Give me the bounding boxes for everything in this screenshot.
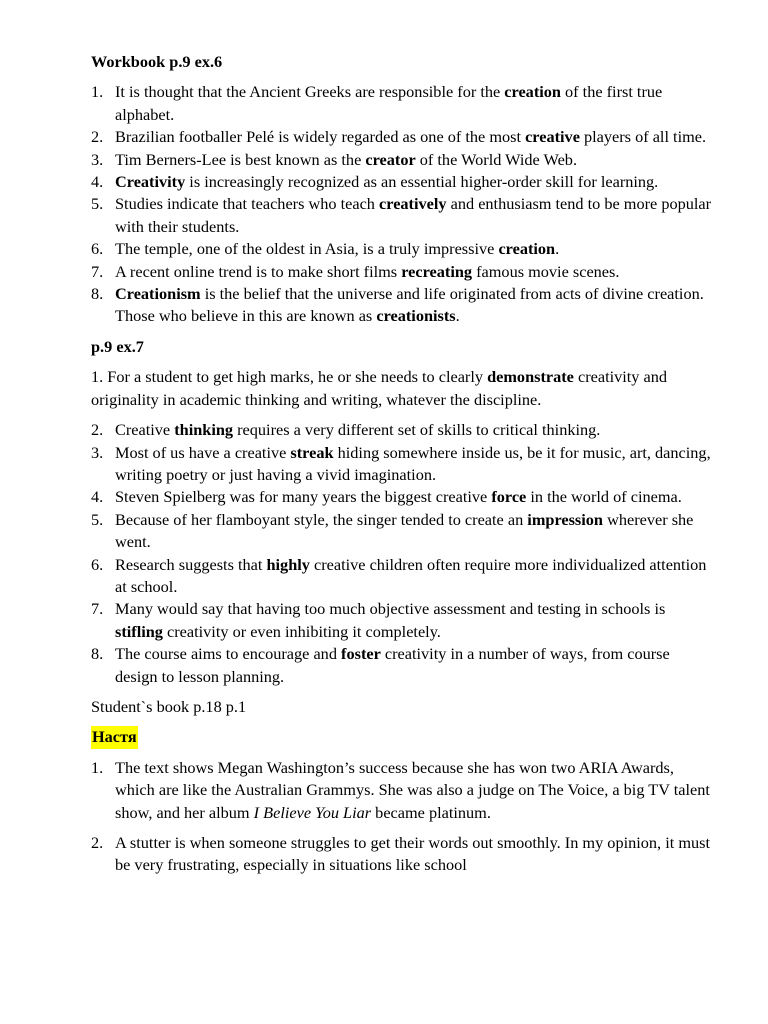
item-text: Tim Berners-Lee is best known as the xyxy=(115,149,366,169)
answer-word: creatively xyxy=(379,194,447,214)
list-item xyxy=(91,193,716,238)
item-number: 3. xyxy=(91,149,104,169)
item-text: players of all time. xyxy=(579,127,707,147)
item-text: Studies indicate that teachers who teach xyxy=(115,194,380,214)
item-text: Most of us have a creative xyxy=(115,442,291,462)
answer-word: creation xyxy=(498,239,556,259)
item-text: Because of her flamboyant style, the singer tended to create an xyxy=(115,509,528,529)
list-item xyxy=(91,261,716,283)
list-item xyxy=(91,442,716,487)
student-name-line xyxy=(91,726,716,748)
answer-word: creative xyxy=(525,127,580,147)
item-text: is the belief that the universe and life originated from acts of divine creation. Those who believe in this are known as xyxy=(115,284,704,326)
list-item xyxy=(91,486,716,508)
answer-word: creation xyxy=(504,82,561,102)
item-text: of the World Wide Web. xyxy=(415,149,578,169)
list-item xyxy=(91,509,716,554)
item-text: . xyxy=(555,239,560,259)
item-text: is increasingly recognized as an essential higher-order skill for learning. xyxy=(185,172,659,192)
answer-word: highly xyxy=(266,554,310,574)
item-text: famous movie scenes. xyxy=(472,261,620,281)
answer-word: creationists xyxy=(376,306,456,326)
item-text: Creative xyxy=(115,420,175,440)
list-item xyxy=(91,149,716,171)
answer-word: stifling xyxy=(115,621,163,641)
answer-word: foster xyxy=(341,644,381,664)
list-item xyxy=(91,238,716,260)
student-name-highlight: Настя xyxy=(91,726,138,748)
item-number: 4. xyxy=(91,487,104,507)
students-book-heading: Student`s book p.18 p.1 xyxy=(91,696,247,716)
list-item xyxy=(91,832,716,877)
item-text: in the world of cinema. xyxy=(526,487,682,507)
ex7-heading: p.9 ex.7 xyxy=(91,336,144,356)
item-text: Research suggests that xyxy=(115,554,267,574)
item-number: 8. xyxy=(91,644,104,664)
answer-word: recreating xyxy=(401,261,473,281)
answer-word: Creativity xyxy=(115,172,186,192)
item-text: creative children often require more individualized attention at school. xyxy=(115,554,707,596)
list-item xyxy=(91,81,716,126)
answer-word: streak xyxy=(290,442,334,462)
item-text: hiding somewhere inside us, be it for music, art, dancing, writing poetry or just having a vivid imagination. xyxy=(115,442,711,484)
item-text: The course aims to encourage and xyxy=(115,644,342,664)
item-number: 7. xyxy=(91,599,104,619)
ex7-first-item xyxy=(91,366,716,411)
item-number: 2. xyxy=(91,420,104,440)
item-text: . xyxy=(455,306,460,326)
item-number: 6. xyxy=(91,554,104,574)
answer-word: thinking xyxy=(174,420,234,440)
album-title: I Believe You Liar xyxy=(253,802,372,822)
list-item xyxy=(91,598,716,643)
item-text: 1. For a student to get high marks, he or she needs to clearly xyxy=(91,367,488,387)
list-item xyxy=(91,419,716,441)
item-text: A recent online trend is to make short films xyxy=(115,261,402,281)
item-number: 4. xyxy=(91,172,104,192)
item-number: 1. xyxy=(91,82,104,102)
item-text: wherever she went. xyxy=(115,509,694,552)
item-text: The text shows Megan Washington’s success because she has won two ARIA Awards, which are like the Australian Grammys. She was also a judge on The Voice, a big TV talent show, and her album xyxy=(115,757,710,822)
ex7-list xyxy=(91,419,716,688)
item-text: Steven Spielberg was for many years the biggest creative xyxy=(115,487,492,507)
answer-word: Creationism xyxy=(115,284,201,304)
list-item xyxy=(91,554,716,599)
item-number: 5. xyxy=(91,509,104,529)
item-number: 6. xyxy=(91,239,104,259)
item-text: of the first true alphabet. xyxy=(115,82,663,124)
item-number: 2. xyxy=(91,833,104,852)
list-item xyxy=(91,643,716,688)
item-number: 7. xyxy=(91,261,104,281)
list-item xyxy=(91,171,716,193)
list-item xyxy=(91,757,716,824)
item-text: The temple, one of the oldest in Asia, is a truly impressive xyxy=(115,239,499,259)
workbook-ex6-heading: Workbook p.9 ex.6 xyxy=(91,52,223,71)
item-text: creativity in a number of ways, from course design to lesson planning. xyxy=(115,644,670,686)
workbook-ex6-list xyxy=(91,81,716,327)
answer-word: force xyxy=(491,487,527,507)
item-text: It is thought that the Ancient Greeks are responsible for the xyxy=(115,82,505,102)
students-book-answers xyxy=(91,757,716,877)
item-text: and enthusiasm tend to be more popular with their students. xyxy=(115,194,712,236)
item-number: 3. xyxy=(91,442,104,462)
document-page xyxy=(91,51,716,885)
item-number: 2. xyxy=(91,127,104,147)
item-text: requires a very different set of skills to critical thinking. xyxy=(233,420,601,440)
item-text: Brazilian footballer Pelé is widely regarded as one of the most xyxy=(115,127,526,147)
item-number: 1. xyxy=(91,757,104,777)
item-text: creativity and originality in academic thinking and writing, whatever the discipline. xyxy=(91,367,668,409)
item-text: became platinum. xyxy=(371,802,491,822)
item-text: creativity or even inhibiting it completely. xyxy=(162,621,441,641)
item-number: 5. xyxy=(91,194,104,214)
answer-word: impression xyxy=(527,509,603,529)
item-number: 8. xyxy=(91,284,104,304)
answer-word: creator xyxy=(365,149,416,169)
list-item xyxy=(91,283,716,328)
answer-word: demonstrate xyxy=(487,367,574,387)
item-text: A stutter is when someone struggles to get their words out smoothly. In my opinion, it must be very frustrating, especially in situations like school xyxy=(115,833,710,875)
list-item xyxy=(91,126,716,148)
item-text: Many would say that having too much objective assessment and testing in schools is xyxy=(115,599,666,619)
